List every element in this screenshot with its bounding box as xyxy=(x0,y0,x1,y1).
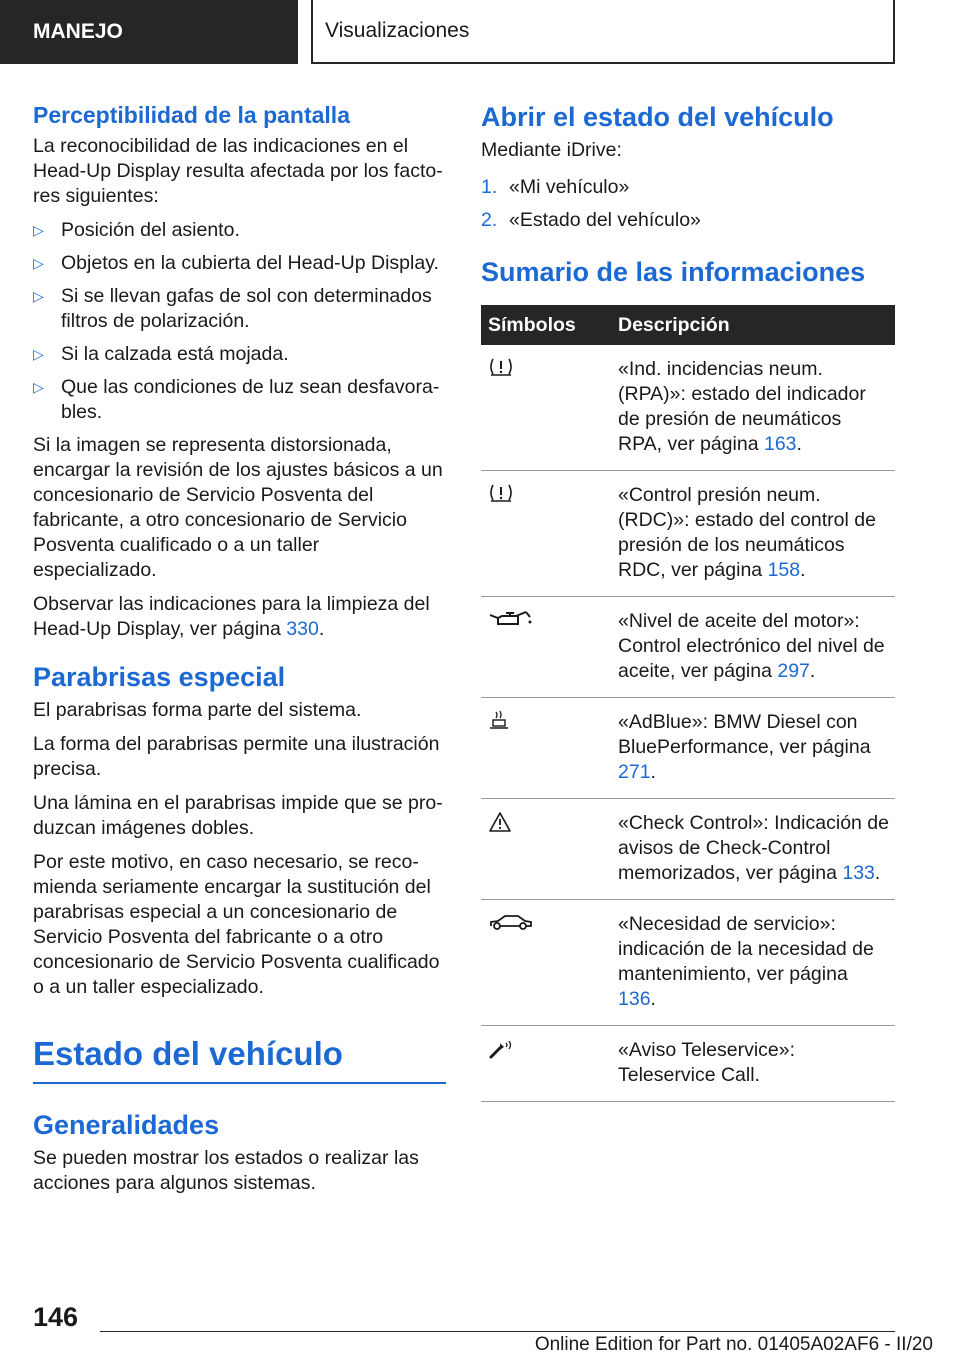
general-paragraph: Se pueden mostrar los estados o realizar las acciones para algunos sistemas. xyxy=(33,1147,419,1194)
oil-can-icon xyxy=(488,609,618,631)
warning-triangle-icon xyxy=(488,811,618,833)
bullet-triangle-icon: ▷ xyxy=(33,346,44,362)
adblue-icon xyxy=(488,710,618,730)
step-item: 2. «Estado del vehículo» xyxy=(481,209,701,231)
heading-summary: Sumario de las informaciones xyxy=(481,257,866,287)
service-car-icon xyxy=(488,912,618,932)
page-link-158[interactable]: 158 xyxy=(767,559,801,581)
bullet-triangle-icon: ▷ xyxy=(33,222,44,238)
bullet-item: ▷ Que las condiciones de luz sean desfavorables. xyxy=(33,376,440,423)
page-link-163[interactable]: 163 xyxy=(763,433,797,455)
bullet-triangle-icon: ▷ xyxy=(33,255,44,271)
table-row: «Necesidad de servicio»: indicación de la necesidad de mantenimiento, ver página 136. xyxy=(481,900,895,1026)
cleaning-paragraph: Observar las indicaciones para la limpieza del Head-Up Display, ver página 330. xyxy=(33,593,430,640)
left-column xyxy=(33,100,446,1205)
column-header-symbols: Símbolos xyxy=(481,305,618,345)
windshield-p4: Por este motivo, en caso necesario, se recomienda seriamente encargar la sustitución del parabrisas especial a un concesionario de Servicio Posventa del fabricante o a otro concesionario de Servicio Posventa cualificado o a un taller especializado. xyxy=(33,851,440,998)
windshield-p3: Una lámina en el parabrisas impide que se produzcan imágenes dobles. xyxy=(33,792,443,839)
page-header xyxy=(0,0,960,66)
teleservice-wrench-icon xyxy=(488,1038,618,1060)
bullet-item: ▷ Objetos en la cubierta del Head-Up Display. xyxy=(33,252,439,274)
heading-open-status: Abrir el estado del vehículo xyxy=(481,102,834,132)
heading-general: Generalidades xyxy=(33,1110,220,1140)
bullet-triangle-icon: ▷ xyxy=(33,379,44,395)
page-number: 146 xyxy=(33,1302,79,1332)
bullet-item: ▷ Si se llevan gafas de sol con determinados filtros de polarización. xyxy=(33,285,432,332)
tire-pressure-warning-icon xyxy=(488,357,618,377)
page-link-271[interactable]: 271 xyxy=(618,761,651,783)
heading-windshield: Parabrisas especial xyxy=(33,662,286,692)
page-link-297[interactable]: 297 xyxy=(777,660,810,682)
bullet-triangle-icon: ▷ xyxy=(33,288,44,304)
table-row: «Nivel de aceite del motor»: Control electrónico del nivel de aceite, ver página 297. xyxy=(481,597,895,698)
tire-pressure-warning-icon xyxy=(488,483,618,503)
heading-perceptibility: Perceptibilidad de la pantalla xyxy=(33,102,350,128)
table-header-row xyxy=(481,305,895,345)
open-status-intro: Mediante iDrive: xyxy=(481,139,622,161)
table-row: «Ind. incidencias neum. (RPA)»: estado del indicador de presión de neumáticos RPA, ver página 163. xyxy=(481,345,895,471)
windshield-p2: La forma del parabrisas permite una ilustración precisa. xyxy=(33,733,440,780)
heading-vehicle-status-block xyxy=(33,1032,446,1084)
table-row: «AdBlue»: BMW Diesel con BluePerformance, ver página 271. xyxy=(481,698,895,799)
bullet-item: ▷ Si la calzada está mojada. xyxy=(33,343,289,365)
section-tab: MANEJO xyxy=(0,0,298,64)
table-row: «Check Control»: Indicación de avisos de Check-Control memorizados, ver página 133. xyxy=(481,799,895,900)
symbols-table xyxy=(481,305,895,1102)
step-item: 1. «Mi vehículo» xyxy=(481,176,630,198)
chapter-tab: Visualizaciones xyxy=(311,0,895,64)
perceptibility-intro: La reconocibilidad de las indicaciones en el Head-Up Display resulta afectada por los factores siguientes: xyxy=(33,135,443,207)
table-row: «Aviso Teleservice»: Teleservice Call. xyxy=(481,1026,895,1102)
column-header-description: Descripción xyxy=(618,305,895,345)
table-row: «Control presión neum. (RDC)»: estado del control de presión de los neumáticos RDC, ver página 158. xyxy=(481,471,895,597)
page-link-330[interactable]: 330 xyxy=(286,618,319,640)
bullet-item: ▷ Posición del asiento. xyxy=(33,219,240,241)
page-footer xyxy=(0,1300,960,1362)
page-link-136[interactable]: 136 xyxy=(618,988,651,1010)
open-status-steps xyxy=(481,175,895,233)
distorted-paragraph: Si la imagen se representa distorsionada, encargar la revisión de los ajustes básicos a un concesionario de Servicio Posventa del fabricante, a otro concesionario de Servicio Posventa cualificado o a un taller especializado. xyxy=(33,434,443,581)
windshield-p1: El parabrisas forma parte del sistema. xyxy=(33,699,362,721)
edition-text: Online Edition for Part no. 01405A02AF6 - II/20 xyxy=(534,1334,933,1355)
page-link-133[interactable]: 133 xyxy=(842,862,875,884)
right-column xyxy=(481,100,895,1102)
perceptibility-bullet-list xyxy=(33,218,446,425)
heading-vehicle-status: Estado del vehículo xyxy=(33,1035,343,1072)
